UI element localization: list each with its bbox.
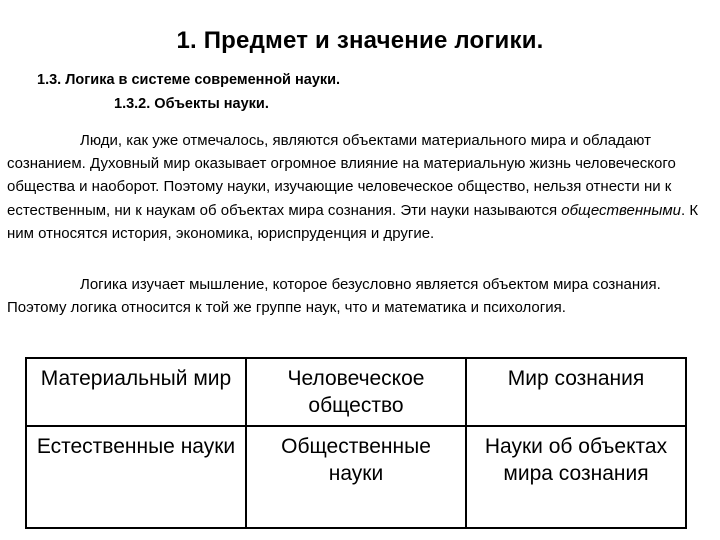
paragraph-social-sciences	[7, 129, 707, 245]
table-row	[26, 426, 686, 528]
section-heading: 1.3. Логика в системе современной науки.	[37, 72, 341, 88]
table-cell: Науки об объектах мира сознания	[466, 426, 686, 528]
subsection-heading: 1.3.2. Объекты науки.	[114, 96, 269, 112]
paragraph-text: . К ним относятся история, экономика, юриспруденция и другие.	[7, 201, 699, 242]
table-cell: Мир сознания	[466, 358, 686, 426]
classification-table	[25, 357, 687, 529]
table-cell: Материальный мир	[26, 358, 246, 426]
paragraph-text: Люди, как уже отмечалось, являются объектами материального мира и обладают сознанием. Духовный мир оказывает огромное влияние на материальную жизнь человеческого общества и наоборот. Поэтому науки, изучающие человеческое общество, нельзя отнести ни к естественным, ни к наукам об объектах мира сознания. Эти науки называются	[7, 132, 676, 219]
table-cell: Естественные науки	[26, 426, 246, 528]
table-row	[26, 358, 686, 426]
table-cell: Общественные науки	[246, 426, 466, 528]
emphasized-term: общественными	[561, 201, 682, 219]
table-cell: Человеческое общество	[246, 358, 466, 426]
page-title: 1. Предмет и значение логики.	[176, 27, 544, 54]
paragraph-logic: Логика изучает мышление, которое безусловно является объектом мира сознания. Поэтому логика относится к той же группе наук, что и математика и психология.	[7, 276, 661, 317]
